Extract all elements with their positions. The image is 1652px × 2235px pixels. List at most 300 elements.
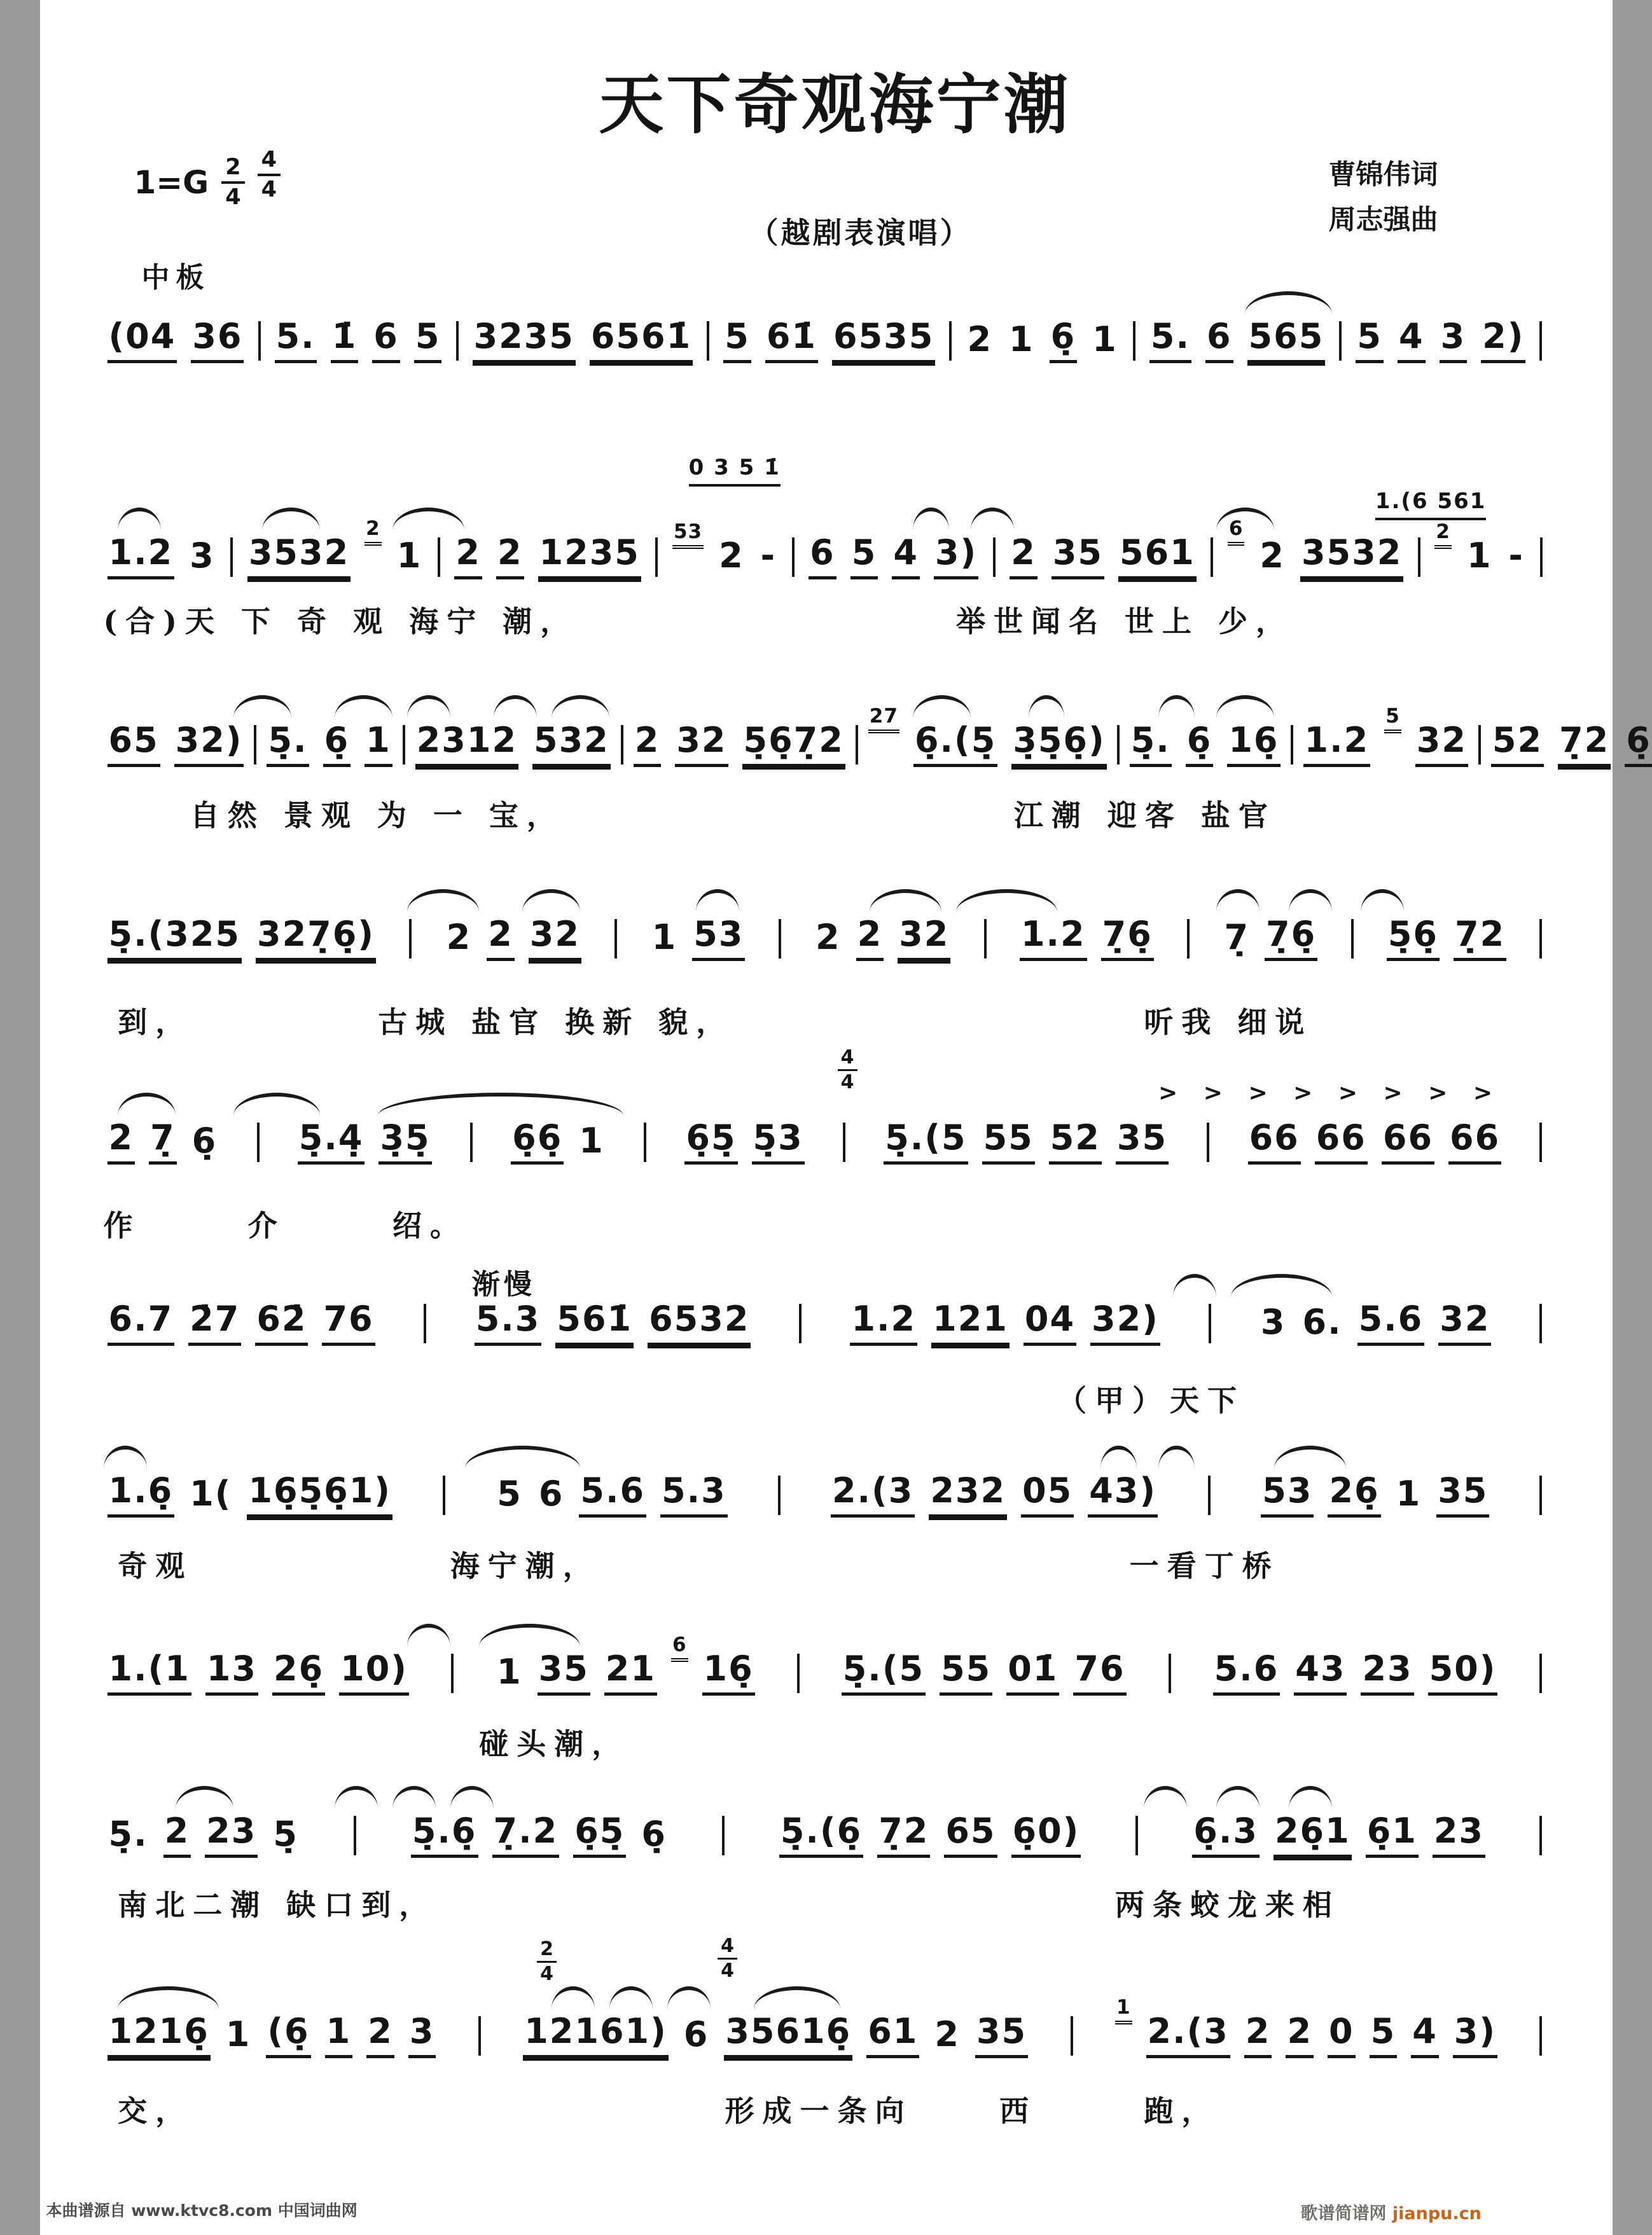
measure — [108, 1650, 409, 1696]
note: 6̣5̣ — [684, 1119, 737, 1165]
rit-tempo-mark: 渐慢 — [471, 1268, 536, 1301]
note: 3532 — [1300, 534, 1403, 579]
note: 52 — [1491, 722, 1544, 767]
grace-note: 2 — [1434, 522, 1452, 549]
note: 3 — [1260, 1302, 1286, 1342]
note: 5̣.(5 — [842, 1650, 926, 1696]
note: 6̣ — [323, 722, 351, 767]
note: - — [1508, 536, 1524, 576]
note: 2 — [1260, 536, 1285, 576]
barline — [1133, 321, 1135, 361]
slur-arc — [233, 1093, 320, 1116]
time-signature-denominator: 4 — [540, 1963, 553, 1985]
note: 66 — [1448, 1119, 1501, 1165]
note: 2 — [454, 534, 482, 579]
slur-arc — [956, 889, 1057, 912]
note: 1.6̣ — [108, 1472, 175, 1518]
slur-arc — [233, 695, 291, 718]
note: 6̣5̣ — [573, 1813, 626, 1858]
lyrics-segment: 江潮 迎客 盐官 — [1013, 798, 1276, 833]
measure — [108, 722, 244, 767]
note: 23 — [205, 1813, 258, 1858]
lyrics-segment: 两条蛟龙来相 — [1114, 1888, 1340, 1922]
lyrics-segment: 海宁潮， — [450, 1549, 600, 1583]
notation-line — [104, 705, 1651, 767]
watermark-right — [1301, 2199, 1482, 2224]
slur-arc — [609, 1986, 653, 2009]
slur-arc — [667, 1986, 711, 2009]
measure — [108, 534, 216, 579]
measure — [108, 1301, 375, 1346]
slur-arc — [479, 1624, 580, 1647]
measure — [1149, 318, 1325, 363]
slur-arc — [335, 695, 392, 718]
measure — [475, 1301, 751, 1346]
measure — [634, 722, 845, 767]
note: 1 — [1396, 1474, 1422, 1514]
lyrics-segment: 南北二潮 缺口到， — [118, 1888, 437, 1922]
barline — [707, 321, 709, 361]
measure — [1434, 520, 1525, 579]
measure — [473, 318, 693, 363]
slur-arc — [552, 1986, 595, 2009]
note: 1.2 — [1303, 722, 1371, 767]
slur-arc — [335, 1786, 378, 1809]
slur-arc — [870, 889, 942, 912]
note: 01̇ — [1006, 1650, 1059, 1696]
note: 10) — [339, 1650, 409, 1696]
note: 76 — [1073, 1650, 1126, 1696]
measure — [411, 1813, 668, 1858]
note: 5̣. — [1130, 722, 1172, 767]
slur-arc — [1289, 889, 1332, 912]
note: 1 — [1092, 319, 1118, 359]
lyrics-segment: 到， — [118, 1005, 193, 1039]
slur-arc — [1361, 889, 1404, 912]
barline — [1539, 1816, 1542, 1855]
lyrics-segment: 古城 盐官 换新 貌， — [378, 1005, 734, 1039]
note: 561 — [1118, 534, 1197, 579]
note: 36 — [191, 318, 244, 363]
barline — [1339, 321, 1342, 361]
barline — [424, 1304, 426, 1343]
barline — [1351, 919, 1354, 958]
barline — [443, 1476, 445, 1515]
barline — [1540, 537, 1543, 577]
note: 35616̣ — [724, 2013, 852, 2058]
meter-numerator: 2 — [221, 156, 244, 184]
slur-arc — [392, 1786, 436, 1809]
note: 65 — [944, 1813, 997, 1858]
note: 05 — [1021, 1472, 1074, 1518]
note: 2 — [487, 916, 515, 961]
barline — [1539, 321, 1542, 361]
note: 7̣2 — [877, 1813, 930, 1858]
note: 5.3 — [475, 1301, 542, 1346]
note: 5 — [1356, 318, 1384, 363]
barline — [1211, 537, 1213, 577]
note: 52 — [1049, 1119, 1102, 1165]
lyrics-segment: 绍。 — [392, 1208, 468, 1243]
measure — [445, 916, 581, 961]
note: 565 — [1247, 318, 1326, 363]
subtitle: （越剧表演唱） — [749, 216, 972, 250]
slur-arc — [450, 1786, 494, 1809]
barline — [254, 725, 256, 765]
grace-note: 6 — [671, 1635, 688, 1662]
measure — [1115, 1996, 1497, 2058]
composer-credit: 周志强曲 — [1328, 204, 1438, 236]
note: 32) — [1090, 1301, 1160, 1346]
note: 6532 — [648, 1301, 751, 1346]
music-systems — [40, 0, 1651, 2235]
note: 7̣6̣ — [1265, 916, 1317, 961]
barline — [843, 1123, 845, 1162]
barline — [1539, 1123, 1542, 1162]
barline — [799, 1304, 802, 1343]
note: 7̣.2 — [492, 1813, 560, 1858]
note: 7̣2 — [1454, 916, 1506, 961]
measure — [1387, 916, 1506, 961]
note: 23 — [1361, 1650, 1413, 1696]
note: 7̣2 — [1558, 722, 1611, 767]
ossia-notes: 1.(6 561 — [1375, 488, 1487, 520]
note: 1.2 — [850, 1301, 917, 1346]
lyrics-segment: 跑， — [1144, 2094, 1219, 2128]
notation-line — [104, 1996, 1549, 2058]
note: 32 — [1415, 722, 1468, 767]
note: 50) — [1428, 1650, 1498, 1696]
slur-arc — [913, 508, 949, 530]
note: 65 — [108, 722, 160, 767]
note: 1216̣ — [108, 2013, 211, 2058]
time-signature-numerator: 4 — [718, 1937, 737, 1960]
lyrics-segment: 听我 细说 — [1144, 1005, 1313, 1039]
system-5 — [103, 1046, 1549, 1243]
note: 3̣5̣ — [378, 1119, 431, 1165]
measure — [298, 1119, 432, 1165]
measure — [108, 2013, 436, 2058]
time-signature-numerator: 2 — [537, 1940, 557, 1963]
barline — [1169, 1654, 1171, 1693]
note: 2.(3 — [1146, 2013, 1230, 2058]
measure — [1261, 1472, 1489, 1518]
barline — [1539, 1476, 1542, 1515]
slur-arc — [176, 1786, 233, 1809]
note: 5.6 — [579, 1472, 646, 1518]
measure — [108, 1813, 300, 1858]
system-3 — [104, 705, 1651, 833]
note: 5̣6̣ — [1387, 916, 1440, 961]
slur-arc — [407, 889, 480, 912]
note: 6̣.3 — [1192, 1813, 1260, 1858]
note: 26̣ — [272, 1650, 325, 1696]
measure — [868, 705, 1107, 767]
note: 1 — [1009, 319, 1034, 359]
measure — [1356, 318, 1525, 363]
note: 0 — [1328, 2013, 1356, 2058]
time-signature-denominator: 4 — [840, 1071, 854, 1093]
note: 1 — [1466, 536, 1492, 576]
system-1 — [104, 318, 1549, 363]
lyrics-segment: 作 — [103, 1208, 141, 1243]
measure — [684, 1119, 804, 1165]
measure — [1491, 722, 1652, 767]
barline — [230, 537, 233, 577]
note: 6.7 — [108, 1301, 175, 1346]
note: 3 — [1440, 318, 1468, 363]
slur-arc — [262, 508, 320, 530]
note: 5̣. — [108, 1814, 148, 1854]
barline — [478, 2016, 481, 2056]
note: 21 — [604, 1650, 657, 1696]
note: 5̣3 — [752, 1119, 805, 1165]
note: 2 — [366, 2013, 394, 2058]
measure — [831, 1472, 1158, 1518]
note: 61̇ — [765, 318, 818, 363]
notation-line — [104, 1119, 1549, 1165]
note: 6 — [1205, 318, 1233, 363]
barline — [778, 1476, 781, 1515]
measure — [1248, 1119, 1502, 1165]
system-2 — [103, 455, 1549, 639]
barline — [949, 321, 952, 361]
barline — [1117, 725, 1120, 765]
barline — [779, 919, 781, 958]
note: 61 — [866, 2013, 919, 2058]
note: 1( — [190, 1474, 232, 1514]
measure — [809, 534, 978, 579]
note: (6̣ — [266, 2013, 310, 2058]
measure — [651, 916, 746, 961]
time-signature-numerator: 4 — [838, 1048, 857, 1071]
note: 6. — [1302, 1302, 1342, 1342]
slur-arc — [465, 1446, 581, 1469]
measure — [523, 2013, 1028, 2058]
note: 2 — [163, 1813, 191, 1858]
key-label: 1=G — [134, 164, 209, 201]
notation-line — [104, 916, 1549, 961]
lyrics-segment: 形成一条向 — [725, 2094, 913, 2128]
barline — [722, 1816, 725, 1855]
note: 1 — [579, 1121, 604, 1161]
note: 2 — [1286, 2013, 1314, 2058]
measure — [1213, 1650, 1498, 1696]
measure — [779, 1813, 1081, 1858]
note: 26̣ — [1328, 1472, 1380, 1518]
system-7 — [104, 1470, 1549, 1583]
note: 561̇ — [555, 1301, 634, 1346]
barline — [644, 1123, 646, 1162]
time-signature — [537, 1940, 557, 1984]
system-4 — [104, 914, 1549, 1039]
ossia-notes: 0 3 5 1̇ — [689, 455, 781, 487]
note: 32 — [529, 916, 581, 961]
note: 35 — [538, 1650, 590, 1696]
note: 2 — [634, 722, 662, 767]
note: 1.(1 — [108, 1650, 191, 1696]
barline — [470, 1123, 473, 1162]
note: 3 — [408, 2013, 436, 2058]
note: 1 — [325, 2013, 353, 2058]
barline — [438, 537, 440, 577]
note: 1.2 — [108, 534, 175, 579]
barline — [1207, 1123, 1209, 1162]
notation-line — [104, 318, 1549, 363]
measure — [108, 318, 244, 363]
slur-arc — [104, 1446, 147, 1469]
note: 35 — [975, 2013, 1028, 2058]
measure — [723, 318, 935, 363]
measure — [1130, 722, 1281, 767]
note: 6 — [683, 2014, 709, 2054]
lyrics-segment: （甲）天下 — [1057, 1383, 1246, 1418]
slur-arc — [1216, 695, 1274, 718]
time-signature-denominator: 4 — [721, 1960, 734, 1982]
notation-line — [104, 1813, 1549, 1858]
note: 2 — [108, 1119, 135, 1165]
barline — [1478, 725, 1481, 765]
barline — [621, 725, 623, 765]
barline — [1539, 2016, 1542, 2056]
note: 6̣ — [641, 1814, 667, 1854]
note: 66 — [1315, 1119, 1368, 1165]
barline — [1418, 537, 1420, 577]
note: 3235 — [473, 318, 576, 363]
note: 5. — [275, 318, 317, 363]
note: 2312 — [415, 722, 518, 767]
measure — [275, 318, 442, 363]
note: 4 — [892, 534, 920, 579]
slur-arc — [913, 695, 971, 718]
grace-note: 53 — [672, 522, 704, 549]
note: 12161) — [523, 2013, 669, 2058]
note: 1 — [396, 536, 422, 576]
barline — [456, 321, 459, 361]
notation-line — [104, 1633, 1549, 1696]
slur-arc — [1289, 1786, 1332, 1809]
lyrics-segment: 西 — [999, 2094, 1038, 2128]
notation-line — [104, 517, 1549, 579]
measure — [108, 916, 376, 961]
slur-arc — [1216, 889, 1260, 912]
note: 3) — [934, 534, 978, 579]
notation-line — [104, 1301, 1549, 1346]
measure — [966, 318, 1118, 363]
note: 7̣6̣ — [1101, 916, 1154, 961]
barline — [856, 725, 858, 765]
system-9 — [104, 1811, 1549, 1922]
note: 5̣.(6̣ — [779, 1813, 863, 1858]
barline — [354, 1816, 356, 1855]
barline — [257, 1123, 260, 1162]
meter-denominator: 4 — [261, 177, 277, 202]
watermark-site-name: 歌谱简谱网 — [1300, 2204, 1392, 2224]
note: 5̣ — [273, 1814, 298, 1854]
note: 3̣5̣6̣) — [1011, 722, 1106, 767]
slur-arc — [1216, 1786, 1260, 1809]
barline — [993, 537, 996, 577]
note: 1 — [364, 722, 392, 767]
note: 6̣ — [1050, 318, 1078, 363]
note: 2 — [967, 319, 993, 359]
barline — [409, 919, 412, 958]
grace-note: 1 — [1115, 1998, 1132, 2024]
slur-arc — [1173, 1274, 1216, 1297]
note: 5̣.4̣ — [298, 1119, 365, 1165]
note: 121 — [931, 1301, 1010, 1346]
measure — [108, 1119, 219, 1165]
note: 5 — [414, 318, 442, 363]
barline — [258, 321, 261, 361]
note: 2.(3 — [831, 1472, 915, 1518]
note: 16̣ — [1227, 722, 1280, 767]
note: 2 — [1244, 2013, 1272, 2058]
measure — [842, 1650, 1127, 1696]
note: 5 — [497, 1474, 522, 1514]
note: 6̣ — [1186, 722, 1214, 767]
measure — [1010, 534, 1196, 579]
slur-arc — [378, 1093, 623, 1116]
meter-denominator: 4 — [225, 184, 241, 210]
note: 532 — [532, 722, 611, 767]
note: 1 — [225, 2014, 251, 2054]
lyrics-segment: 介 — [247, 1208, 286, 1243]
measure — [415, 722, 611, 767]
measure — [511, 1119, 606, 1165]
note: 5. — [1149, 318, 1191, 363]
measure — [1260, 1301, 1492, 1346]
note: 55 — [982, 1119, 1035, 1165]
slur-arc — [754, 1986, 840, 2009]
slur-arc — [118, 508, 161, 530]
measure — [814, 916, 950, 961]
slur-arc — [1274, 1446, 1347, 1469]
note: 32 — [1438, 1301, 1491, 1346]
grace-note: 27 — [868, 707, 899, 733]
measure — [247, 517, 423, 579]
barline — [451, 1654, 454, 1693]
note: 5.3 — [660, 1472, 728, 1518]
note: 35 — [1436, 1472, 1489, 1518]
note: 6 — [538, 1474, 564, 1514]
lyrics-segment: 一看丁桥 — [1129, 1549, 1280, 1583]
barline — [655, 537, 658, 577]
note: 26̣1 — [1274, 1813, 1352, 1858]
note: 2 — [856, 916, 884, 961]
slur-arc — [1231, 1274, 1332, 1297]
lyrics-segment: 碰头潮， — [479, 1727, 630, 1761]
watermark-left: 本曲谱源自 www.ktvc8.com 中国词曲网 — [46, 2201, 357, 2220]
note: 23 — [1433, 1813, 1485, 1858]
note: 5 — [723, 318, 751, 363]
note: 327̣6̣) — [256, 916, 376, 961]
note: 32) — [174, 722, 244, 767]
note: 55 — [940, 1650, 992, 1696]
measure — [884, 1119, 1169, 1165]
measure — [850, 1301, 1160, 1346]
measure — [496, 1472, 728, 1518]
slur-arc — [1245, 291, 1331, 314]
note: 3) — [1453, 2013, 1497, 2058]
system-8 — [104, 1633, 1549, 1761]
barline — [797, 1654, 800, 1693]
measure — [1223, 916, 1317, 961]
barline — [1209, 1304, 1211, 1343]
note: 35 — [1116, 1119, 1169, 1165]
note: 6̣0) — [1011, 1813, 1081, 1858]
lyrics-segment: 自然 景观 为 一 宝， — [190, 798, 564, 833]
